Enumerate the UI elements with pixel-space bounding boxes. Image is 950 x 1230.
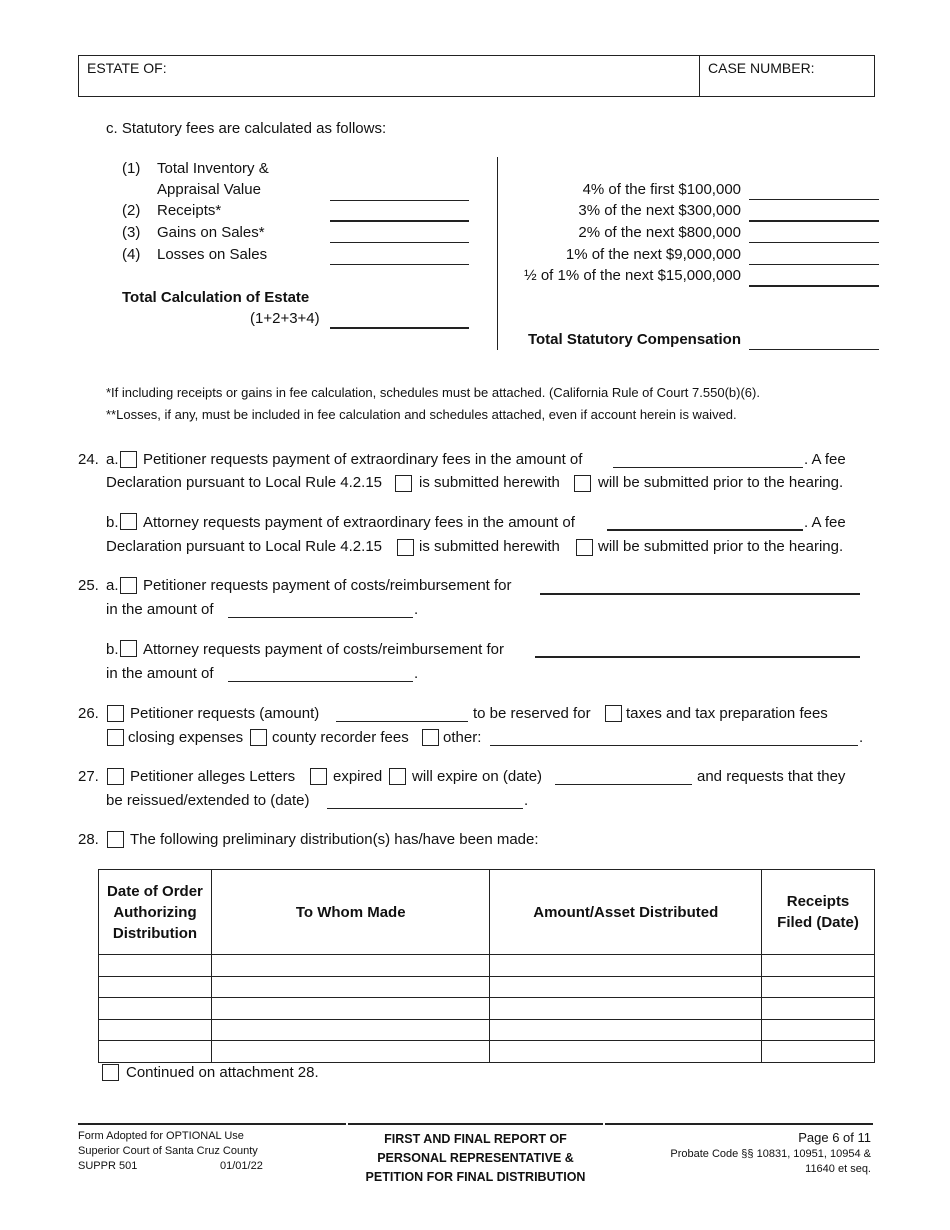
footer-rule-right: [605, 1123, 873, 1125]
rate-field-2[interactable]: [749, 220, 879, 222]
item-24b-suffix: . A fee: [804, 514, 846, 531]
rate-field-1[interactable]: [749, 199, 879, 200]
table-cell[interactable]: [211, 955, 489, 977]
footer-adopted: Form Adopted for OPTIONAL Use: [78, 1130, 244, 1142]
rate-field-3[interactable]: [749, 242, 879, 243]
continued-attachment-checkbox[interactable]: [102, 1064, 119, 1081]
footer-code-1: Probate Code §§ 10831, 10951, 10954 &: [670, 1148, 871, 1160]
item-26-other-checkbox[interactable]: [422, 729, 439, 746]
table-cell[interactable]: [99, 1019, 212, 1041]
item-26-taxes-checkbox[interactable]: [605, 705, 622, 722]
col-amount-distributed: Amount/Asset Distributed: [490, 870, 762, 955]
item-25a-checkbox[interactable]: [120, 577, 137, 594]
item-26-closing-checkbox[interactable]: [107, 729, 124, 746]
table-cell[interactable]: [211, 1041, 489, 1063]
distribution-table: [98, 869, 875, 1063]
footer-code-2: 11640 et seq.: [805, 1163, 871, 1175]
item-24b-checkbox[interactable]: [120, 513, 137, 530]
item-25a-amount-field[interactable]: [228, 617, 413, 618]
item-27-reissue-date-field[interactable]: [327, 808, 523, 809]
item-25b-amount-field[interactable]: [228, 681, 413, 682]
item-26-other-field[interactable]: [490, 745, 858, 746]
table-cell[interactable]: [211, 976, 489, 998]
table-cell[interactable]: [762, 998, 875, 1020]
item-27-requests-label: and requests that they: [697, 768, 846, 785]
item-25a-text: Petitioner requests payment of costs/reimbursement for: [143, 577, 512, 594]
item-25b-amount-label: in the amount of: [106, 665, 214, 682]
footer-title-3: PETITION FOR FINAL DISTRIBUTION: [365, 1170, 586, 1184]
item-27-checkbox[interactable]: [107, 768, 124, 785]
item-24b-declaration-text: Declaration pursuant to Local Rule 4.2.15: [106, 538, 383, 555]
item-28-number: 28.: [78, 831, 99, 848]
item-25a-purpose-field[interactable]: [540, 593, 860, 595]
table-cell[interactable]: [490, 955, 762, 977]
item-27-will-expire-checkbox[interactable]: [389, 768, 406, 785]
footer-page-number: Page 6 of 11: [798, 1130, 871, 1145]
item-27-period: .: [524, 792, 529, 809]
fee-note-2: **Losses, if any, must be included in fee calculation and schedules attached, even if account herein is waived.: [106, 407, 737, 422]
case-number-label: CASE NUMBER:: [708, 60, 815, 76]
item-24a-prior-checkbox[interactable]: [574, 475, 591, 492]
footer-rule-mid: [348, 1123, 603, 1125]
footer-title-2: PERSONAL REPRESENTATIVE &: [377, 1151, 574, 1165]
item-26-reserved-label: to be reserved for: [473, 705, 591, 722]
total-formula: (1+2+3+4): [250, 310, 320, 327]
col-date-of-order: Date of Order Authorizing Distribution: [99, 870, 212, 955]
rate-field-4[interactable]: [749, 264, 879, 265]
item-25b-text: Attorney requests payment of costs/reimbursement for: [143, 641, 504, 658]
estate-of-label: ESTATE OF:: [87, 60, 167, 76]
footer-title-1: FIRST AND FINAL REPORT OF: [384, 1132, 567, 1146]
table-cell[interactable]: [762, 976, 875, 998]
table-row: [99, 976, 875, 998]
fee-item-label-3: Gains on Sales*: [157, 224, 265, 241]
col-receipts-filed: Receipts Filed (Date): [762, 870, 875, 955]
item-24b-text: Attorney requests payment of extraordinary fees in the amount of: [143, 514, 575, 531]
table-cell[interactable]: [762, 1019, 875, 1041]
item-24b-amount-field[interactable]: [607, 529, 803, 531]
fee-inventory-field[interactable]: [330, 200, 469, 201]
item-24b-prior-checkbox[interactable]: [576, 539, 593, 556]
item-28-checkbox[interactable]: [107, 831, 124, 848]
footer-form-id: SUPPR 501: [78, 1160, 138, 1172]
table-cell[interactable]: [490, 1041, 762, 1063]
item-27-expired-checkbox[interactable]: [310, 768, 327, 785]
item-28-text: The following preliminary distribution(s) has/have been made:: [130, 831, 539, 848]
table-cell[interactable]: [490, 976, 762, 998]
fees-divider: [497, 157, 498, 350]
table-row: [99, 998, 875, 1020]
item-25a-period: .: [414, 601, 419, 618]
rate-line-3: 2% of the next $800,000: [578, 224, 741, 241]
table-cell[interactable]: [99, 955, 212, 977]
item-25b-purpose-field[interactable]: [535, 656, 860, 658]
table-cell[interactable]: [762, 955, 875, 977]
item-26-other-label: other:: [443, 729, 482, 746]
header-divider: [699, 55, 700, 97]
footer-form-date: 01/01/22: [220, 1160, 263, 1172]
table-cell[interactable]: [490, 1019, 762, 1041]
fee-gains-field[interactable]: [330, 242, 469, 243]
rate-line-1: 4% of the first $100,000: [582, 181, 741, 198]
rate-line-5: ½ of 1% of the next $15,000,000: [524, 267, 741, 284]
item-24a-text: Petitioner requests payment of extraordinary fees in the amount of: [143, 451, 583, 468]
total-calculation-field[interactable]: [330, 327, 469, 329]
fee-item-label-4: Losses on Sales: [157, 246, 268, 263]
item-27-expire-date-field[interactable]: [555, 784, 692, 785]
table-row: [99, 955, 875, 977]
table-row: [99, 1041, 875, 1063]
rate-line-2: 3% of the next $300,000: [578, 202, 741, 219]
total-compensation-label: Total Statutory Compensation: [527, 331, 741, 348]
fee-item-num-1: (1): [122, 160, 141, 177]
fee-item-num-4: (4): [122, 246, 141, 263]
item-24a-prefix: a.: [106, 451, 119, 468]
item-24b-herewith-label: is submitted herewith: [419, 538, 560, 555]
table-cell[interactable]: [99, 998, 212, 1020]
item-26-number: 26.: [78, 705, 99, 722]
item-25-number: 25.: [78, 577, 99, 594]
fee-item-num-2: (2): [122, 202, 141, 219]
total-calculation-label: Total Calculation of Estate: [122, 289, 310, 306]
item-26-recorder-label: county recorder fees: [272, 729, 409, 746]
item-26-checkbox[interactable]: [107, 705, 124, 722]
item-27-expired-label: expired: [333, 768, 383, 785]
item-25b-period: .: [414, 665, 419, 682]
table-cell[interactable]: [762, 1041, 875, 1063]
item-27-reissued-label: be reissued/extended to (date): [106, 792, 310, 809]
item-26-text: Petitioner requests (amount): [130, 705, 320, 722]
item-26-recorder-checkbox[interactable]: [250, 729, 267, 746]
item-24a-prior-label: will be submitted prior to the hearing.: [598, 474, 844, 491]
fee-item-label-2: Receipts*: [157, 202, 222, 219]
footer-court: Superior Court of Santa Cruz County: [78, 1145, 258, 1157]
continued-attachment-label: Continued on attachment 28.: [126, 1064, 319, 1081]
col-to-whom-made: To Whom Made: [211, 870, 489, 955]
table-cell[interactable]: [490, 998, 762, 1020]
item-26-period: .: [859, 729, 864, 746]
fee-item-num-3: (3): [122, 224, 141, 241]
rate-line-4: 1% of the next $9,000,000: [565, 246, 741, 263]
table-row: [99, 1019, 875, 1041]
item-24a-amount-field[interactable]: [613, 467, 803, 468]
fees-intro: c. Statutory fees are calculated as follows:: [106, 120, 387, 137]
item-24a-herewith-label: is submitted herewith: [419, 474, 560, 491]
item-26-taxes-label: taxes and tax preparation fees: [626, 705, 828, 722]
item-24a-suffix: . A fee: [804, 451, 846, 468]
item-24b-prior-label: will be submitted prior to the hearing.: [598, 538, 844, 555]
footer-rule-left: [78, 1123, 346, 1125]
item-24b-prefix: b.: [106, 514, 119, 531]
item-24b-herewith-checkbox[interactable]: [397, 539, 414, 556]
fee-losses-field[interactable]: [330, 264, 469, 265]
rate-field-5[interactable]: [749, 285, 879, 287]
fee-note-1: *If including receipts or gains in fee calculation, schedules must be attached. (California Rule of Court 7.550(b)(6).: [106, 385, 760, 400]
fee-item-label-1a: Total Inventory &: [157, 160, 269, 177]
item-27-number: 27.: [78, 768, 99, 785]
table-cell[interactable]: [211, 1019, 489, 1041]
table-cell[interactable]: [211, 998, 489, 1020]
item-26-amount-field[interactable]: [336, 721, 468, 722]
item-25b-prefix: b.: [106, 641, 119, 658]
item-27-will-expire-label: will expire on (date): [412, 768, 543, 785]
item-24a-declaration-text: Declaration pursuant to Local Rule 4.2.15: [106, 474, 383, 491]
fee-item-label-1b: Appraisal Value: [157, 181, 261, 198]
table-cell[interactable]: [99, 1041, 212, 1063]
total-compensation-field[interactable]: [749, 349, 879, 350]
distribution-table-header: [99, 870, 875, 955]
item-24-number: 24.: [78, 451, 99, 468]
table-cell[interactable]: [99, 976, 212, 998]
item-25a-amount-label: in the amount of: [106, 601, 214, 618]
item-25b-checkbox[interactable]: [120, 640, 137, 657]
item-27-text: Petitioner alleges Letters: [130, 768, 296, 785]
item-26-closing-label: closing expenses: [128, 729, 244, 746]
fee-receipts-field[interactable]: [330, 220, 469, 222]
item-24a-checkbox[interactable]: [120, 451, 137, 468]
item-24a-herewith-checkbox[interactable]: [395, 475, 412, 492]
item-25a-prefix: a.: [106, 577, 119, 594]
